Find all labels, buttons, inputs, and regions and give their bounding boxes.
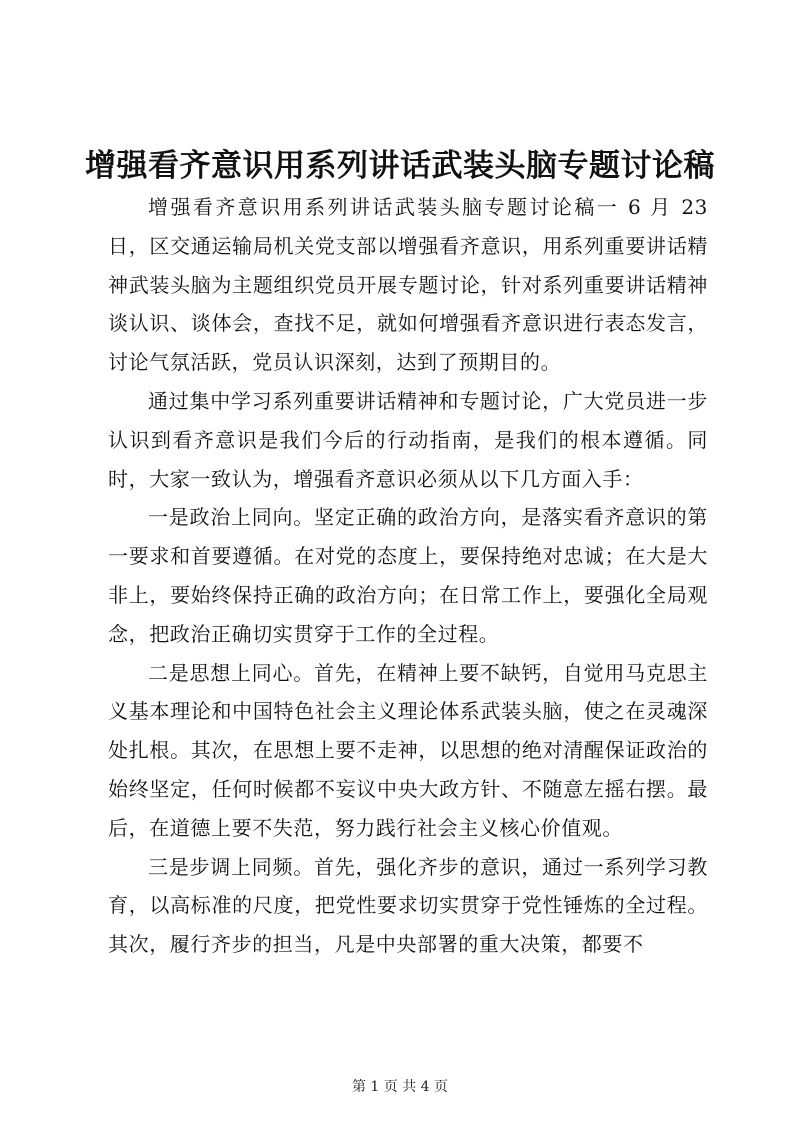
page-footer: 第 1 页 共 4 页	[351, 1079, 449, 1095]
paragraph: 增强看齐意识用系列讲话武装头脑专题讨论稿一 6 月 23 日，区交通运输局机关党支部以增强看齐意识，用系列重要讲话精神武装头脑为主题组织党员开展专题讨论，针对系列重要讲话精神谈认识、谈体会，查找不足，就如何增强看齐意识进行表态发言，讨论气氛活跃，党员认识深刻，达到了预期目的。	[108, 195, 708, 375]
document-title: 增强看齐意识用系列讲话武装头脑专题讨论稿	[85, 148, 715, 184]
paragraph: 通过集中学习系列重要讲话精神和专题讨论，广大党员进一步认识到看齐意识是我们今后的行动指南，是我们的根本遵循。同时，大家一致认为，增强看齐意识必须从以下几方面入手：	[108, 388, 708, 491]
document-body	[108, 188, 708, 964]
paragraph: 二是思想上同心。首先，在精神上要不缺钙，自觉用马克思主义基本理论和中国特色社会主义理论体系武装头脑，使之在灵魂深处扎根。其次，在思想上要不走神，以思想的绝对清醒保证政治的始终坚定，任何时候都不妄议中央大政方针、不随意左摇右摆。最后，在道德上要不失范，努力践行社会主义核心价值观。	[108, 660, 708, 840]
paragraph: 三是步调上同频。首先，强化齐步的意识，通过一系列学习教育，以高标准的尺度，把党性要求切实贯穿于党性锤炼的全过程。其次，履行齐步的担当，凡是中央部署的重大决策，都要不	[108, 854, 708, 957]
paragraph: 一是政治上同向。坚定正确的政治方向，是落实看齐意识的第一要求和首要遵循。在对党的态度上，要保持绝对忠诚；在大是大非上，要始终保持正确的政治方向；在日常工作上，要强化全局观念，把政治正确切实贯穿于工作的全过程。	[108, 505, 708, 646]
